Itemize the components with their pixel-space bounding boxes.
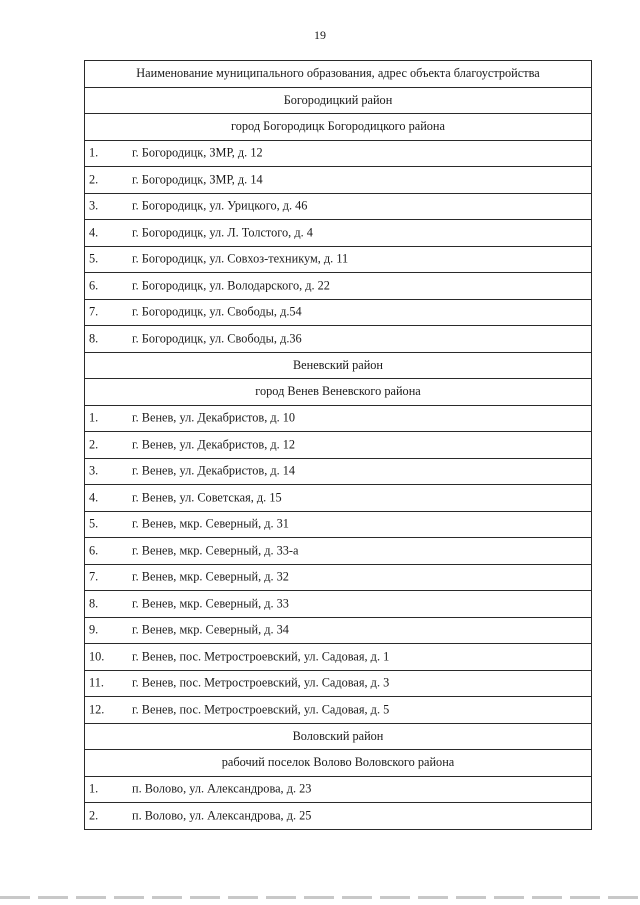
table-row xyxy=(85,697,592,724)
address-cell xyxy=(85,458,592,485)
row-number: 1. xyxy=(89,145,99,160)
row-number: 3. xyxy=(89,198,99,213)
address-cell xyxy=(85,299,592,326)
locality-heading: рабочий поселок Волово Воловского района xyxy=(85,750,592,777)
table-row xyxy=(85,538,592,565)
address-cell xyxy=(85,326,592,353)
table-row xyxy=(85,485,592,512)
row-number: 4. xyxy=(89,225,99,240)
table-row xyxy=(85,405,592,432)
table-header-row xyxy=(85,61,592,88)
address-cell xyxy=(85,776,592,803)
row-number: 11. xyxy=(89,675,104,690)
address-text: г. Богородицк, ул. Урицкого, д. 46 xyxy=(132,198,308,213)
registry-table-body xyxy=(85,61,592,830)
row-number: 9. xyxy=(89,622,99,637)
address-cell xyxy=(85,538,592,565)
registry-table xyxy=(84,60,592,830)
address-cell xyxy=(85,273,592,300)
row-number: 4. xyxy=(89,490,99,505)
row-number: 3. xyxy=(89,463,99,478)
address-text: г. Венев, мкр. Северный, д. 34 xyxy=(132,622,289,637)
row-number: 7. xyxy=(89,304,99,319)
row-number: 8. xyxy=(89,596,99,611)
page-number: 19 xyxy=(314,28,326,42)
locality-heading-row xyxy=(85,379,592,406)
address-cell xyxy=(85,485,592,512)
address-text: п. Волово, ул. Александрова, д. 23 xyxy=(132,781,312,796)
address-cell xyxy=(85,670,592,697)
table-row xyxy=(85,564,592,591)
table-row xyxy=(85,167,592,194)
row-number: 2. xyxy=(89,808,99,823)
address-cell xyxy=(85,405,592,432)
address-cell xyxy=(85,220,592,247)
address-cell xyxy=(85,511,592,538)
address-text: г. Венев, мкр. Северный, д. 31 xyxy=(132,516,289,531)
address-text: г. Богородицк, ул. Совхоз-техникум, д. 11 xyxy=(132,251,349,266)
locality-heading-row xyxy=(85,114,592,141)
row-number: 1. xyxy=(89,410,99,425)
address-text: г. Венев, пос. Метростроевский, ул. Садовая, д. 3 xyxy=(132,675,390,690)
table-row xyxy=(85,776,592,803)
address-text: г. Венев, ул. Советская, д. 15 xyxy=(132,490,282,505)
address-cell xyxy=(85,140,592,167)
table-header: Наименование муниципального образования, адрес объекта благоустройства xyxy=(85,61,592,88)
district-heading-row xyxy=(85,352,592,379)
row-number: 7. xyxy=(89,569,99,584)
address-cell xyxy=(85,246,592,273)
address-text: г. Венев, ул. Декабристов, д. 10 xyxy=(132,410,296,425)
address-text: г. Богородицк, ул. Л. Толстого, д. 4 xyxy=(132,225,313,240)
table-row xyxy=(85,670,592,697)
address-text: г. Богородицк, ул. Володарского, д. 22 xyxy=(132,278,330,293)
table-row xyxy=(85,326,592,353)
table-row xyxy=(85,803,592,830)
address-cell xyxy=(85,644,592,671)
address-text: г. Богородицк, ул. Свободы, д.54 xyxy=(132,304,302,319)
row-number: 2. xyxy=(89,437,99,452)
table-row xyxy=(85,432,592,459)
address-text: г. Венев, мкр. Северный, д. 33-а xyxy=(132,543,299,558)
row-number: 12. xyxy=(89,702,105,717)
address-text: г. Венев, мкр. Северный, д. 33 xyxy=(132,596,289,611)
address-text: г. Венев, пос. Метростроевский, ул. Садовая, д. 5 xyxy=(132,702,390,717)
address-cell xyxy=(85,617,592,644)
address-text: г. Венев, пос. Метростроевский, ул. Садовая, д. 1 xyxy=(132,649,390,664)
address-cell xyxy=(85,591,592,618)
row-number: 8. xyxy=(89,331,99,346)
address-text: г. Богородицк, ул. Свободы, д.36 xyxy=(132,331,302,346)
district-heading: Веневский район xyxy=(85,352,592,379)
address-cell xyxy=(85,697,592,724)
address-cell xyxy=(85,167,592,194)
district-heading: Богородицкий район xyxy=(85,87,592,114)
address-cell xyxy=(85,803,592,830)
address-text: г. Венев, ул. Декабристов, д. 14 xyxy=(132,463,296,478)
address-text: п. Волово, ул. Александрова, д. 25 xyxy=(132,808,312,823)
district-heading-row xyxy=(85,87,592,114)
row-number: 1. xyxy=(89,781,99,796)
row-number: 5. xyxy=(89,251,99,266)
address-text: г. Венев, ул. Декабристов, д. 12 xyxy=(132,437,296,452)
row-number: 2. xyxy=(89,172,99,187)
table-row xyxy=(85,644,592,671)
locality-heading: город Богородицк Богородицкого района xyxy=(85,114,592,141)
district-heading: Воловский район xyxy=(85,723,592,750)
address-cell xyxy=(85,193,592,220)
row-number: 5. xyxy=(89,516,99,531)
table-row xyxy=(85,299,592,326)
row-number: 10. xyxy=(89,649,105,664)
address-text: г. Венев, мкр. Северный, д. 32 xyxy=(132,569,289,584)
address-cell xyxy=(85,432,592,459)
row-number: 6. xyxy=(89,543,99,558)
address-text: г. Богородицк, ЗМР, д. 14 xyxy=(132,172,263,187)
address-text: г. Богородицк, ЗМР, д. 12 xyxy=(132,145,263,160)
district-heading-row xyxy=(85,723,592,750)
table-row xyxy=(85,193,592,220)
locality-heading-row xyxy=(85,750,592,777)
page-bottom-edge xyxy=(0,896,640,899)
table-row xyxy=(85,617,592,644)
table-row xyxy=(85,458,592,485)
table-row xyxy=(85,140,592,167)
table-row xyxy=(85,273,592,300)
table-row xyxy=(85,220,592,247)
table-row xyxy=(85,511,592,538)
locality-heading: город Венев Веневского района xyxy=(85,379,592,406)
table-row xyxy=(85,591,592,618)
address-cell xyxy=(85,564,592,591)
row-number: 6. xyxy=(89,278,99,293)
table-row xyxy=(85,246,592,273)
